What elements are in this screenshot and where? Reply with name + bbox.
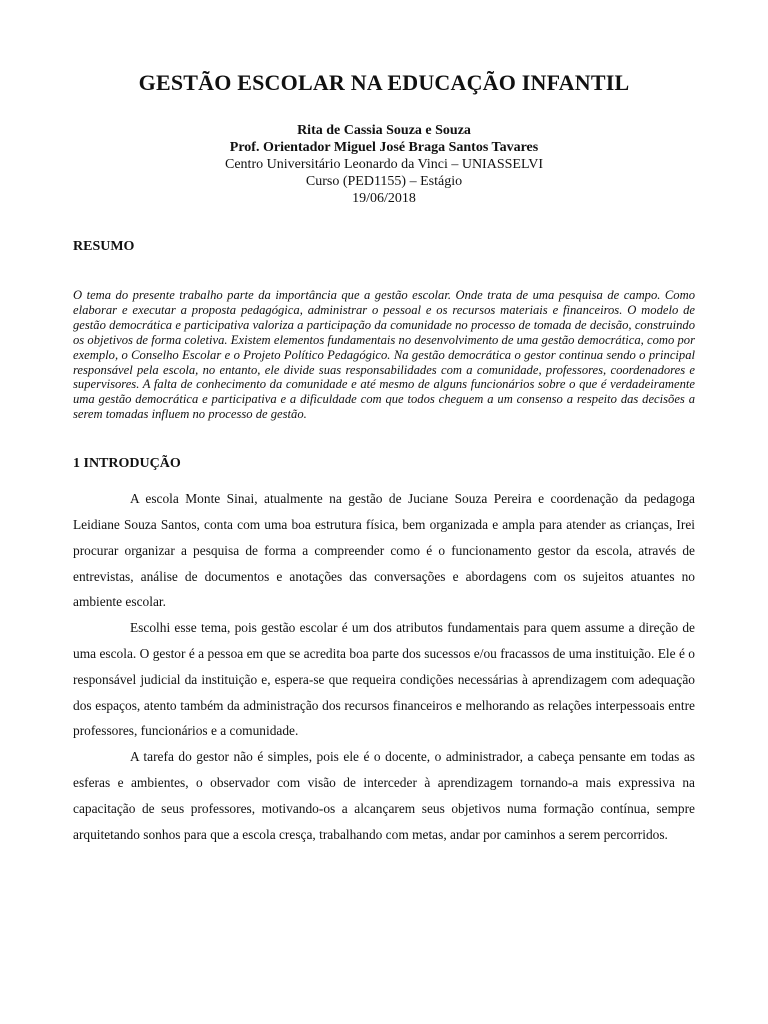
- paragraph: Escolhi esse tema, pois gestão escolar é um dos atributos fundamentais para quem assume a direção de uma escola. O gestor é a pessoa em que se acredita boa parte dos sucessos e/ou fracassos de uma instituição. Ele é o responsável judicial da instituição e, espera-se que requeira condições necessárias à aprendizagem com adequação dos espaços, atento também da administração dos recursos financeiros e melhorando as relações interpessoais entre professores, funcionários e a comunidade.: [73, 620, 695, 739]
- advisor-name: Prof. Orientador Miguel José Braga Santos Tavares: [229, 140, 539, 155]
- author-block: [73, 122, 695, 207]
- abstract-body: [73, 288, 695, 422]
- paragraph: A tarefa do gestor não é simples, pois ele é o docente, o administrador, a cabeça pensante em todas as esferas e ambientes, o observador com visão de interceder à aprendizagem tornando-a mais expressiva na capacitação de seus professores, motivando-os a alcançarem seus objetivos numa formação contínua, sempre arquitetando sonhos para que a escola cresça, trabalhando com metas, andar por caminhos a serem percorridos.: [73, 749, 695, 842]
- abstract-text: O tema do presente trabalho parte da importância que a gestão escolar. Onde trata de uma pesquisa de campo. Como elaborar e executar a proposta pedagógica, administrar o pessoal e os recursos materiais e financeiros. O modelo de gestão democrática e participativa valoriza a participação da comunidade no processo de tomada de decisão, construindo os objetivos de forma coletiva. Existem elementos fundamentais no desenvolvimento de uma gestão democrática, como por exemplo, o Conselho Escolar e o Projeto Político Pedagógico. Na gestão democrática o gestor continua sendo o principal responsável pela escola, no entanto, ele divide suas responsabilidades com a comunidade, professores, coordenadores e supervisores. A falta de conhecimento da comunidade e até mesmo de alguns funcionários sobre o que é verdadeiramente uma gestão democrática e participativa e a dificuldade com que todos cheguem a um consenso a respeito das decisões a serem tomadas influem no processo de gestão.: [73, 288, 695, 422]
- abstract-heading: RESUMO: [73, 239, 135, 254]
- document-page: [73, 66, 695, 847]
- institution-name: Centro Universitário Leonardo da Vinci – UNIASSELVI: [225, 157, 543, 172]
- course-name: Curso (PED1155) – Estágio: [305, 174, 463, 189]
- paper-title: GESTÃO ESCOLAR NA EDUCAÇÃO INFANTIL: [138, 70, 630, 95]
- introduction-body: [73, 486, 695, 847]
- paragraph: A escola Monte Sinai, atualmente na gestão de Juciane Souza Pereira e coordenação da pedagoga Leidiane Souza Santos, conta com uma boa estrutura física, bem organizada e ampla para atender as crianças, Irei procurar organizar a pesquisa de forma a compreender como é o funcionamento gestor da escola, através de entrevistas, análise de documentos e anotações das conversações e abordagens com os sujeitos atuantes no ambiente escolar.: [73, 491, 695, 610]
- author-name: Rita de Cassia Souza e Souza: [297, 123, 471, 138]
- introduction-heading: 1 INTRODUÇÃO: [73, 456, 181, 472]
- document-date: 19/06/2018: [352, 191, 416, 206]
